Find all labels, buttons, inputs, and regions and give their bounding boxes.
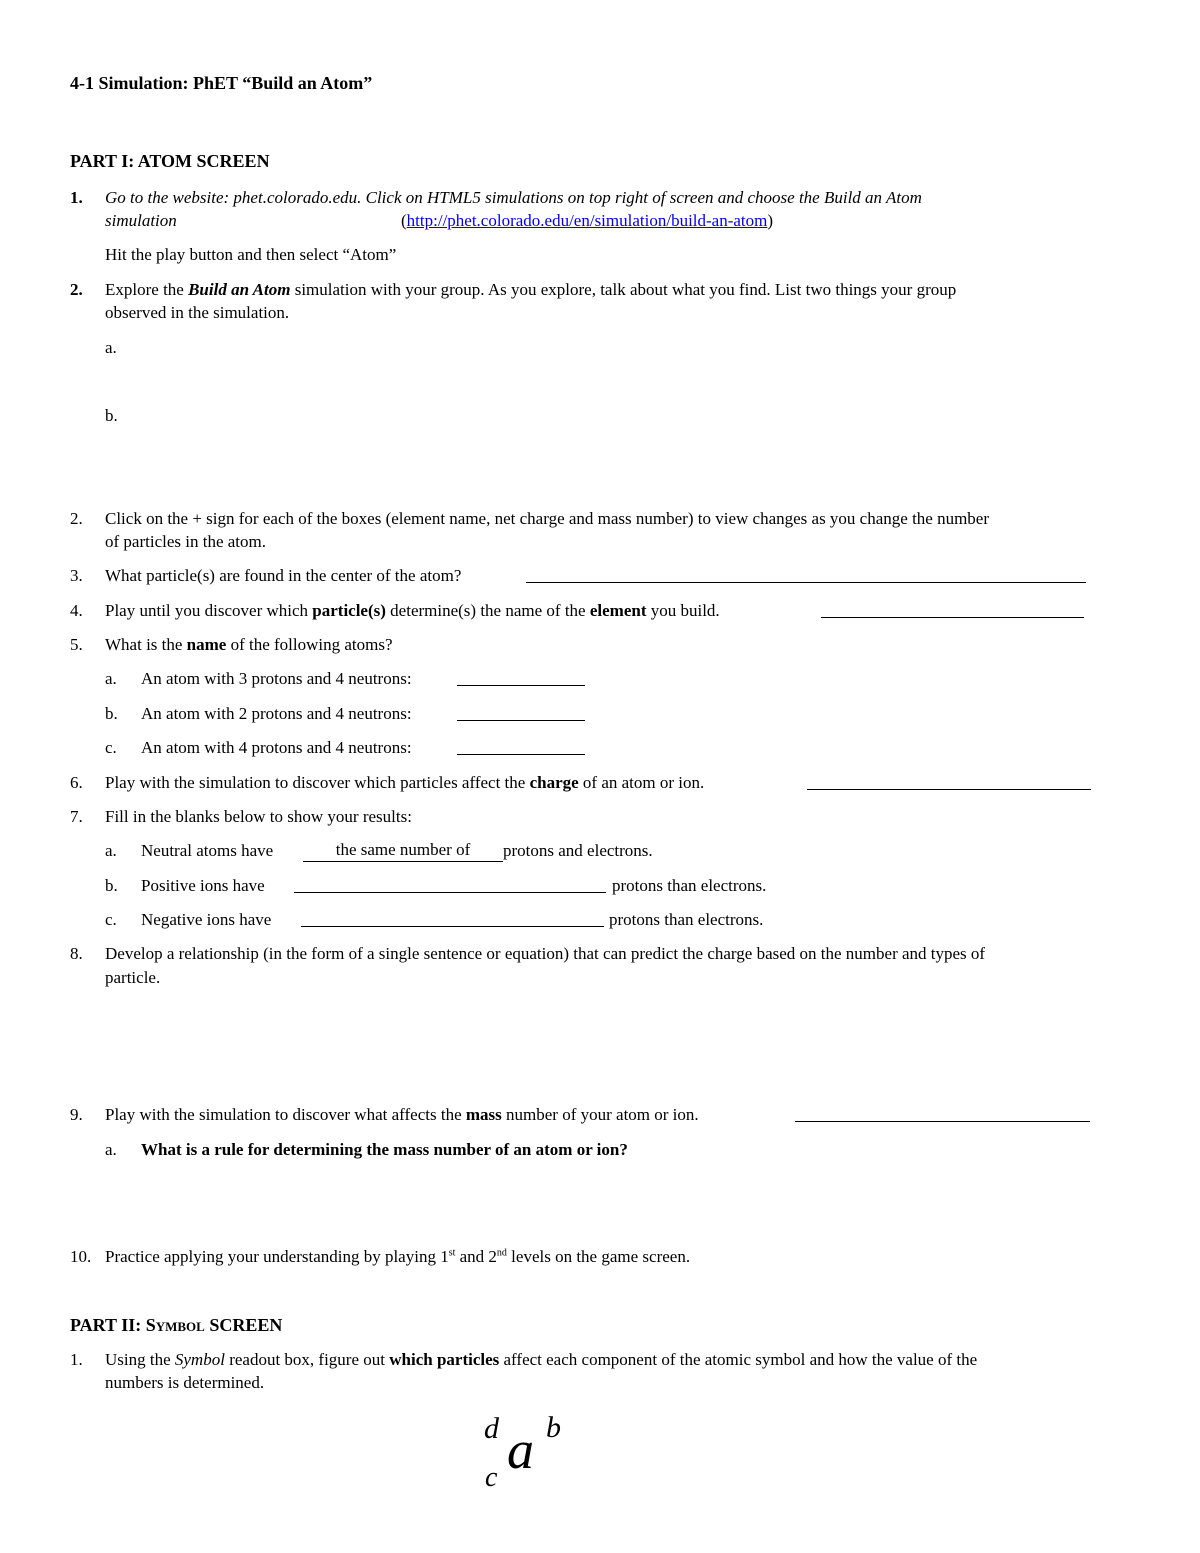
q5-number: 5. bbox=[70, 635, 83, 654]
q7b-answer-blank[interactable] bbox=[294, 876, 606, 893]
symbol-d-superscript: d bbox=[484, 1412, 499, 1445]
part2-heading bbox=[70, 1314, 282, 1337]
q7c-answer-blank[interactable] bbox=[301, 910, 604, 927]
q9a-text: What is a rule for determining the mass number of an atom or ion? bbox=[141, 1140, 628, 1159]
q10-sup2: nd bbox=[496, 1247, 507, 1259]
q2-answer-b-label: b. bbox=[105, 406, 118, 425]
q6-pre: Play with the simulation to discover which particles affect the bbox=[105, 773, 530, 792]
q7c-text: Negative ions have bbox=[141, 910, 272, 929]
q2b-line2: of particles in the atom. bbox=[105, 532, 266, 551]
q9-number: 9. bbox=[70, 1105, 83, 1124]
q4-answer-blank[interactable] bbox=[821, 601, 1084, 618]
q7b-text: Positive ions have bbox=[141, 876, 265, 895]
q9-answer-blank[interactable] bbox=[795, 1105, 1090, 1122]
q6-number: 6. bbox=[70, 773, 83, 792]
q4-bold2: element bbox=[589, 601, 647, 620]
q5-item-text: An atom with 3 protons and 4 neutrons: bbox=[141, 669, 412, 688]
q4-pre: Play until you discover which bbox=[105, 601, 313, 620]
q1-line2: simulation bbox=[105, 211, 177, 230]
q1-play-instruction: Hit the play button and then select “Atom” bbox=[105, 245, 397, 264]
page-title: 4-1 Simulation: PhET “Build an Atom” bbox=[70, 73, 373, 93]
q2-bold: Build an Atom bbox=[188, 280, 291, 299]
p2-q1-post: affect each component of the atomic symbol and how the value of the bbox=[499, 1350, 978, 1369]
q6-post: of an atom or ion. bbox=[578, 773, 705, 792]
build-an-atom-link[interactable]: http://phet.colorado.edu/en/simulation/build-an-atom bbox=[406, 211, 768, 230]
q7c-label: c. bbox=[105, 910, 117, 929]
p2-q1-line2: numbers is determined. bbox=[105, 1373, 265, 1392]
p2-q1-line1 bbox=[105, 1348, 977, 1371]
q5-item-label: a. bbox=[105, 669, 117, 688]
q8-number: 8. bbox=[70, 944, 83, 963]
q10-sup1: st bbox=[448, 1247, 456, 1259]
p2-q1-pre: Using the bbox=[105, 1350, 175, 1369]
q5-text bbox=[105, 633, 393, 656]
q7c-post-text: protons than electrons. bbox=[609, 910, 764, 929]
q2b-line1: Click on the + sign for each of the boxes (element name, net charge and mass number) to view changes as you change the number bbox=[105, 509, 990, 528]
q10-post: levels on the game screen. bbox=[506, 1247, 691, 1266]
q2-line1 bbox=[105, 278, 956, 301]
q2b-number: 2. bbox=[70, 509, 83, 528]
q3-text: What particle(s) are found in the center of the atom? bbox=[105, 566, 462, 585]
q2-post: simulation with your group. As you explore, talk about what you find. List two things your group bbox=[290, 280, 957, 299]
q5c-answer-blank[interactable] bbox=[457, 738, 585, 755]
q3-answer-blank[interactable] bbox=[526, 566, 1086, 583]
q7a-post-text: protons and electrons. bbox=[503, 841, 653, 860]
q6-answer-blank[interactable] bbox=[807, 773, 1091, 790]
symbol-c-subscript: c bbox=[485, 1462, 498, 1493]
q5-post: of the following atoms? bbox=[226, 635, 393, 654]
q1-number: 1. bbox=[70, 188, 83, 207]
q10-pre: Practice applying your understanding by playing 1 bbox=[105, 1247, 449, 1266]
symbol-b-superscript: b bbox=[546, 1411, 561, 1444]
q2-pre: Explore the bbox=[105, 280, 189, 299]
q9a-label: a. bbox=[105, 1140, 117, 1159]
q7-text: Fill in the blanks below to show your results: bbox=[105, 807, 412, 826]
q7b-post-text: protons than electrons. bbox=[612, 876, 767, 895]
q8-line1: Develop a relationship (in the form of a single sentence or equation) that can predict the charge based on the number and types of bbox=[105, 944, 986, 963]
q6-bold: charge bbox=[529, 773, 579, 792]
p2-q1-number: 1. bbox=[70, 1350, 83, 1369]
q4-post: you build. bbox=[646, 601, 720, 620]
q4-number: 4. bbox=[70, 601, 83, 620]
q5-item-text: An atom with 2 protons and 4 neutrons: bbox=[141, 704, 412, 723]
p2-q1-italic: Symbol bbox=[174, 1350, 225, 1369]
p2-q1-mid: readout box, figure out bbox=[224, 1350, 390, 1369]
q1-link-open: ( bbox=[401, 211, 407, 230]
q3-number: 3. bbox=[70, 566, 83, 585]
q4-mid: determine(s) the name of the bbox=[385, 601, 590, 620]
q7a-label: a. bbox=[105, 841, 117, 860]
q2-line2: observed in the simulation. bbox=[105, 303, 290, 322]
q9-post: number of your atom or ion. bbox=[501, 1105, 699, 1124]
q1-line1: Go to the website: phet.colorado.edu. Click on HTML5 simulations on top right of screen and choose the Build an Atom bbox=[105, 188, 922, 207]
part2-heading-smallcaps: Symbol bbox=[145, 1315, 205, 1335]
q1-link-wrapper bbox=[401, 209, 773, 232]
q5a-answer-blank[interactable] bbox=[457, 669, 585, 686]
q6-text bbox=[105, 771, 704, 794]
q10-text bbox=[105, 1245, 690, 1268]
part2-heading-pre: PART II: bbox=[70, 1315, 146, 1335]
q10-mid: and 2 bbox=[455, 1247, 497, 1266]
q9-bold: mass bbox=[465, 1105, 502, 1124]
q5-item-label: c. bbox=[105, 738, 117, 757]
q4-text bbox=[105, 599, 720, 622]
q7a-text: Neutral atoms have bbox=[141, 841, 274, 860]
part1-heading: PART I: ATOM SCREEN bbox=[70, 151, 270, 171]
q2-number: 2. bbox=[70, 280, 83, 299]
q1-link-close: ) bbox=[767, 211, 774, 230]
q4-bold1: particle(s) bbox=[312, 601, 386, 620]
q7-number: 7. bbox=[70, 807, 83, 826]
symbol-a-element: a bbox=[507, 1420, 534, 1480]
q9-text bbox=[105, 1103, 699, 1126]
q5-item-text: An atom with 4 protons and 4 neutrons: bbox=[141, 738, 412, 757]
q7a-filled-answer[interactable]: the same number of bbox=[303, 839, 503, 862]
q5-bold: name bbox=[186, 635, 227, 654]
q5-pre: What is the bbox=[105, 635, 187, 654]
p2-q1-bold: which particles bbox=[389, 1350, 500, 1369]
q8-line2: particle. bbox=[105, 968, 161, 987]
q5-item-label: b. bbox=[105, 704, 118, 723]
q10-number: 10. bbox=[70, 1247, 92, 1266]
part2-heading-post: SCREEN bbox=[204, 1315, 283, 1335]
q5b-answer-blank[interactable] bbox=[457, 704, 585, 721]
q7b-label: b. bbox=[105, 876, 118, 895]
q9-pre: Play with the simulation to discover what affects the bbox=[105, 1105, 466, 1124]
q2-answer-a-label: a. bbox=[105, 338, 117, 357]
